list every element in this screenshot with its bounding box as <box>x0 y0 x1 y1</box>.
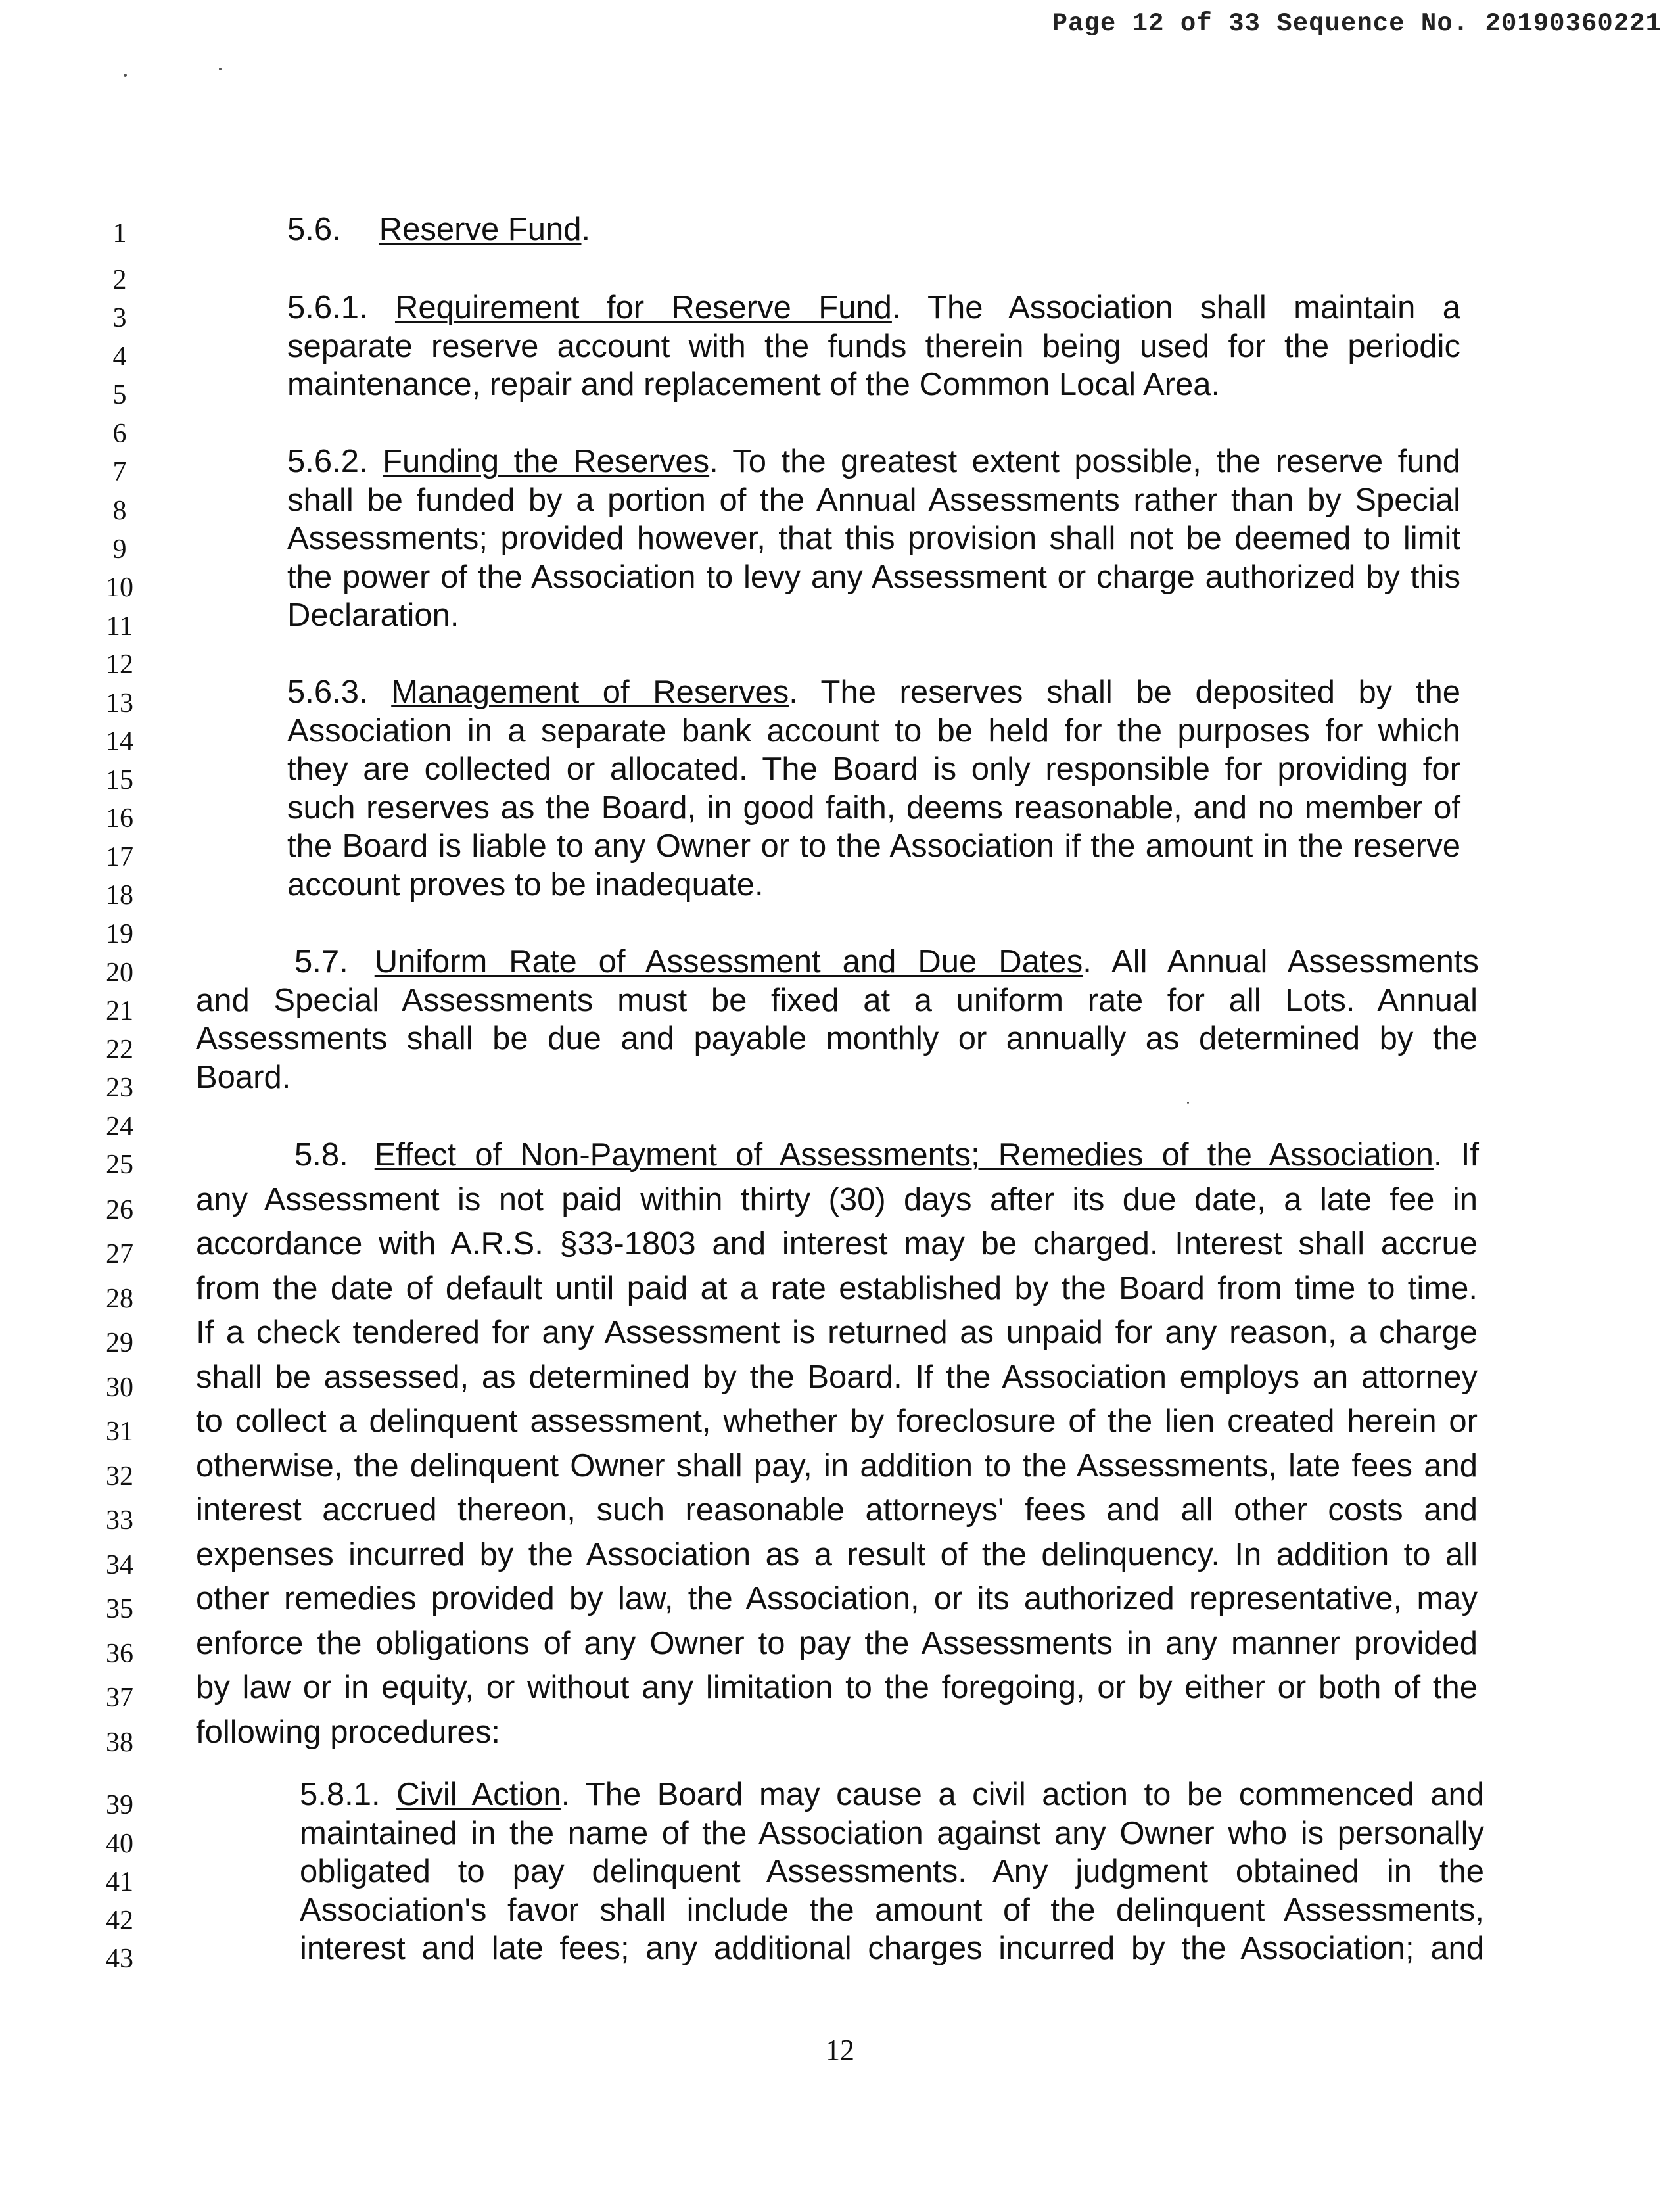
paragraph-line: separate reserve account with the funds therein being used for the periodic <box>287 329 1460 364</box>
line-number: 22 <box>106 1035 133 1065</box>
paragraph-line: 5.7. Uniform Rate of Assessment and Due Dates. All Annual Assessments <box>294 944 1480 979</box>
line-number: 42 <box>106 1906 133 1936</box>
paragraph-line: such reserves as the Board, in good faith, deems reasonable, and no member of <box>287 790 1460 826</box>
paragraph-line: obligated to pay delinquent Assessments. Any judgment obtained in the <box>300 1854 1484 1889</box>
paragraph-line: the power of the Association to levy any Assessment or charge authorized by this <box>287 559 1460 595</box>
line-number: 35 <box>106 1594 133 1624</box>
line-number: 8 <box>112 496 127 526</box>
line-number: 18 <box>106 880 133 910</box>
line-number: 5 <box>112 380 127 410</box>
line-number: 29 <box>106 1328 133 1358</box>
paragraph-line: to collect a delinquent assessment, whether by foreclosure of the lien created herein or <box>196 1403 1478 1439</box>
section-number: 5.6. <box>287 212 341 247</box>
scan-speck <box>124 74 127 77</box>
section-number: 5.6.2. <box>287 444 368 479</box>
line-number: 23 <box>106 1073 133 1103</box>
line-number: 31 <box>106 1417 133 1447</box>
line-number: 4 <box>112 342 127 372</box>
line-number: 24 <box>106 1112 133 1142</box>
paragraph-line: If a check tendered for any Assessment is returned as unpaid for any reason, a charge <box>196 1315 1478 1350</box>
line-number: 43 <box>106 1944 133 1974</box>
section-number: 5.8.1. <box>300 1777 381 1812</box>
paragraph-line: 5.8. Effect of Non-Payment of Assessments; Remedies of the Association. If <box>294 1137 1479 1173</box>
page-number: 12 <box>826 2034 854 2066</box>
paragraph-line: other remedies provided by law, the Association, or its authorized representative, may <box>196 1581 1478 1616</box>
paragraph-line: by law or in equity, or without any limitation to the foregoing, or by either or both of the <box>196 1670 1478 1705</box>
scan-speck <box>1187 1102 1189 1104</box>
line-number: 11 <box>106 611 133 642</box>
section-title: Effect of Non-Payment of Assessments; Remedies of the Association <box>374 1137 1434 1173</box>
section-title: Management of Reserves <box>391 674 789 710</box>
paragraph-line: Board. <box>196 1060 291 1095</box>
line-number: 30 <box>106 1373 133 1403</box>
line-number: 28 <box>106 1284 133 1314</box>
paragraph-line: Association in a separate bank account to be held for the purposes for which <box>287 713 1460 749</box>
line-number: 33 <box>106 1505 133 1536</box>
section-title: Reserve Fund <box>379 212 582 247</box>
paragraph-line: expenses incurred by the Association as a result of the delinquency. In addition to all <box>196 1537 1478 1572</box>
paragraph-line: following procedures: <box>196 1714 501 1750</box>
line-number: 20 <box>106 958 133 988</box>
section-number: 5.6.1. <box>287 290 368 325</box>
paragraph-line: otherwise, the delinquent Owner shall pay, in addition to the Assessments, late fees and <box>196 1448 1478 1484</box>
scan-speck <box>219 68 222 70</box>
paragraph-line: 5.8.1. Civil Action. The Board may cause a civil action to be commenced and <box>300 1777 1485 1812</box>
line-number: 37 <box>106 1683 133 1713</box>
section-title: Civil Action <box>396 1777 561 1812</box>
line-number: 32 <box>106 1461 133 1492</box>
paragraph-line: enforce the obligations of any Owner to pay the Assessments in any manner provided <box>196 1626 1478 1661</box>
paragraph-line: 5.6.3. Management of Reserves. The reserves shall be deposited by the <box>287 674 1460 710</box>
line-number: 12 <box>106 649 133 680</box>
line-number: 21 <box>106 996 133 1026</box>
paragraph-line: maintenance, repair and replacement of the Common Local Area. <box>287 367 1221 402</box>
section-number: 5.8. <box>294 1137 348 1173</box>
paragraph-line: maintained in the name of the Association against any Owner who is personally <box>300 1816 1484 1851</box>
paragraph-line: Assessments; provided however, that this provision shall not be deemed to limit <box>287 521 1460 556</box>
line-number: 19 <box>106 919 133 949</box>
line-number: 25 <box>106 1150 133 1180</box>
paragraph-line: any Assessment is not paid within thirty (30) days after its due date, a late fee in <box>196 1182 1478 1217</box>
paragraph-line: from the date of default until paid at a rate established by the Board from time to time. <box>196 1271 1478 1306</box>
line-number: 14 <box>106 726 133 757</box>
section-5-6-heading: 5.6. Reserve Fund. <box>287 212 591 247</box>
line-number: 9 <box>112 534 127 565</box>
section-number: 5.6.3. <box>287 674 368 710</box>
paragraph-line: account proves to be inadequate. <box>287 867 764 903</box>
line-number: 13 <box>106 688 133 718</box>
line-number: 26 <box>106 1195 133 1225</box>
paragraph-line: shall be assessed, as determined by the Board. If the Association employs an attorney <box>196 1359 1478 1395</box>
section-title: Requirement for Reserve Fund <box>394 290 892 325</box>
line-number: 16 <box>106 803 133 834</box>
page-sequence-header: Page 12 of 33 Sequence No. 20190360221 <box>1052 9 1662 38</box>
paragraph-line: and Special Assessments must be fixed at a uniform rate for all Lots. Annual <box>196 983 1478 1018</box>
paragraph-line: accordance with A.R.S. §33-1803 and interest may be charged. Interest shall accrue <box>196 1226 1478 1261</box>
line-number: 27 <box>106 1239 133 1269</box>
paragraph-line: Association's favor shall include the amount of the delinquent Assessments, <box>300 1893 1484 1928</box>
paragraph-line: they are collected or allocated. The Board is only responsible for providing for <box>287 751 1460 787</box>
paragraph-line: interest and late fees; any additional charges incurred by the Association; and <box>300 1931 1484 1966</box>
paragraph-line: the Board is liable to any Owner or to the Association if the amount in the reserve <box>287 828 1460 864</box>
line-number: 2 <box>112 265 127 295</box>
line-number: 7 <box>112 457 127 487</box>
line-number: 36 <box>106 1639 133 1669</box>
line-number: 15 <box>106 765 133 795</box>
section-title: Uniform Rate of Assessment and Due Dates <box>374 944 1083 979</box>
section-title: Funding the Reserves <box>383 444 710 479</box>
paragraph-line: shall be funded by a portion of the Annual Assessments rather than by Special <box>287 483 1460 518</box>
line-number: 39 <box>106 1790 133 1820</box>
line-number: 6 <box>112 419 127 449</box>
paragraph-line: 5.6.2. Funding the Reserves. To the greatest extent possible, the reserve fund <box>287 444 1460 479</box>
line-number: 3 <box>112 303 127 333</box>
line-number: 41 <box>106 1867 133 1897</box>
paragraph-line: 5.6.1. Requirement for Reserve Fund. The Association shall maintain a <box>287 290 1460 325</box>
paragraph-line: Assessments shall be due and payable monthly or annually as determined by the <box>196 1021 1478 1056</box>
line-number: 1 <box>112 218 127 248</box>
line-number: 34 <box>106 1550 133 1580</box>
line-number: 38 <box>106 1728 133 1758</box>
line-number: 10 <box>106 573 133 603</box>
line-number: 17 <box>106 842 133 872</box>
section-number: 5.7. <box>294 944 348 979</box>
paragraph-line: interest accrued thereon, such reasonable attorneys' fees and all other costs and <box>196 1492 1478 1528</box>
line-number: 40 <box>106 1829 133 1859</box>
paragraph-line: Declaration. <box>287 598 459 633</box>
